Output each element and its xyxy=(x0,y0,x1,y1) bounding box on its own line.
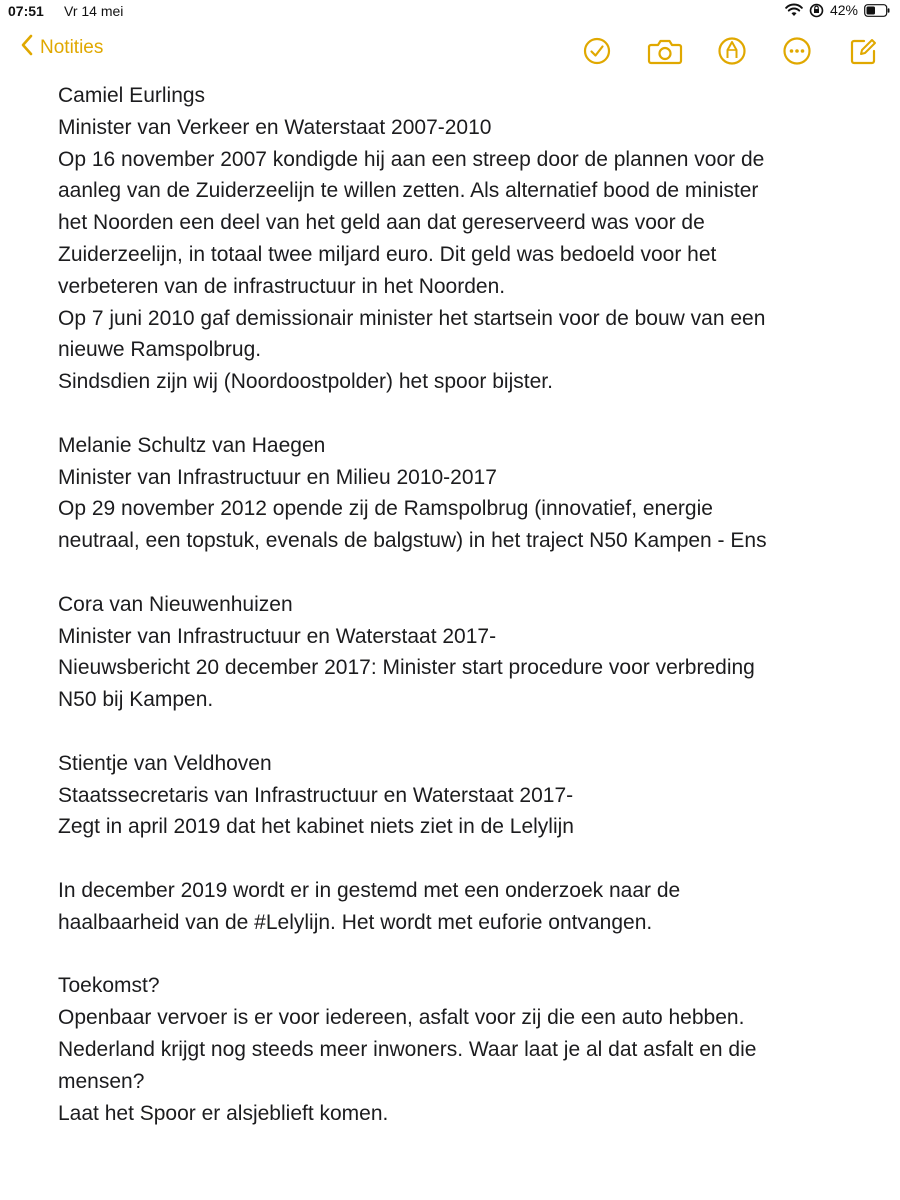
note-line: mensen? xyxy=(58,1069,145,1093)
note-line: Sindsdien zijn wij (Noordoostpolder) het spoor bijster. xyxy=(58,370,553,394)
note-body[interactable] xyxy=(58,80,848,1129)
note-line: Zegt in april 2019 dat het kabinet niets ziet in de Lelylijn xyxy=(58,815,574,839)
note-line: Nieuwsbericht 20 december 2017: Minister start procedure voor verbreding xyxy=(58,656,755,680)
note-line: Cora van Nieuwenhuizen xyxy=(58,592,293,616)
note-line xyxy=(58,557,848,589)
more-icon[interactable] xyxy=(780,34,814,68)
note-line: nieuwe Ramspolbrug. xyxy=(58,338,262,362)
chevron-left-icon xyxy=(20,34,34,62)
note-line: neutraal, een topstuk, evenals de balgstuw) in het traject N50 Kampen - Ens xyxy=(58,529,767,553)
compose-icon[interactable] xyxy=(846,34,880,68)
note-line: Melanie Schultz van Haegen xyxy=(58,433,326,457)
note-line xyxy=(58,843,848,875)
note-line: Laat het Spoor er alsjeblieft komen. xyxy=(58,1101,389,1125)
status-bar xyxy=(0,0,900,24)
navigation-bar xyxy=(0,28,900,74)
status-date: Vr 14 mei xyxy=(64,3,124,19)
note-line: In december 2019 wordt er in gestemd met een onderzoek naar de xyxy=(58,878,681,902)
note-line: het Noorden een deel van het geld aan dat gereserveerd was voor de xyxy=(58,211,705,235)
note-line: Op 29 november 2012 opende zij de Ramspolbrug (innovatief, energie xyxy=(58,497,713,521)
note-line xyxy=(58,398,848,430)
note-line: Minister van Infrastructuur en Waterstaat 2017- xyxy=(58,624,497,648)
note-line: Op 16 november 2007 kondigde hij aan een streep door de plannen voor de xyxy=(58,147,765,171)
battery-icon xyxy=(864,4,890,17)
camera-icon[interactable] xyxy=(646,34,684,68)
note-line: Zuiderzeelijn, in totaal twee miljard euro. Dit geld was bedoeld voor het xyxy=(58,242,717,266)
note-line: Openbaar vervoer is er voor iedereen, asfalt voor zij die een auto hebben. xyxy=(58,1006,745,1030)
note-line: Nederland krijgt nog steeds meer inwoners. Waar laat je al dat asfalt en die xyxy=(58,1037,757,1061)
note-line: Camiel Eurlings xyxy=(58,84,206,107)
note-line: Minister van Infrastructuur en Milieu 2010-2017 xyxy=(58,465,497,489)
note-line: Staatssecretaris van Infrastructuur en Waterstaat 2017- xyxy=(58,783,574,807)
status-time: 07:51 xyxy=(8,3,44,19)
note-line: haalbaarheid van de #Lelylijn. Het wordt met euforie ontvangen. xyxy=(58,910,653,934)
markup-icon[interactable] xyxy=(715,34,749,68)
note-line xyxy=(58,716,848,748)
note-line: Toekomst? xyxy=(58,974,160,998)
status-indicators xyxy=(785,2,890,18)
orientation-lock-icon xyxy=(809,3,824,18)
back-button[interactable] xyxy=(20,34,103,62)
checklist-icon[interactable] xyxy=(580,34,614,68)
note-line: verbeteren van de infrastructuur in het Noorden. xyxy=(58,274,506,298)
back-button-label: Notities xyxy=(40,37,104,58)
wifi-icon xyxy=(785,3,803,17)
note-line: aanleg van de Zuiderzeelijn te willen zetten. Als alternatief bood de minister xyxy=(58,179,759,203)
note-line: Stientje van Veldhoven xyxy=(58,751,272,775)
note-line: Minister van Verkeer en Waterstaat 2007-2010 xyxy=(58,115,492,139)
battery-percentage: 42% xyxy=(829,2,858,18)
note-line: Op 7 juni 2010 gaf demissionair minister het startsein voor de bouw van een xyxy=(58,306,766,330)
note-line xyxy=(58,939,848,971)
note-line: N50 bij Kampen. xyxy=(58,688,214,712)
